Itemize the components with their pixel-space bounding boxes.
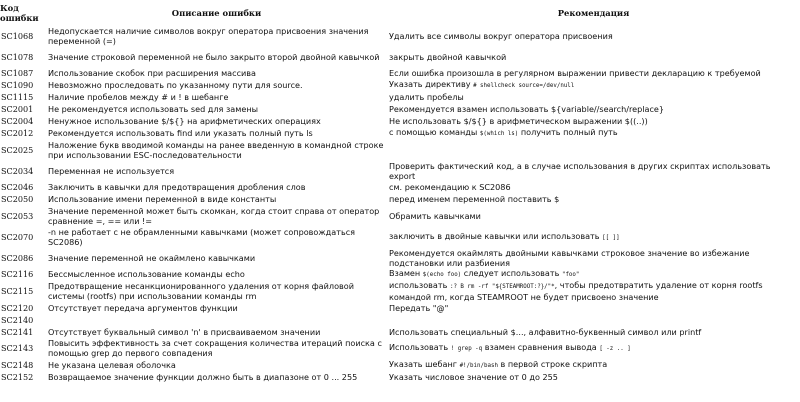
error-code-cell: SC2070 — [1, 231, 34, 242]
table-header-row — [0, 0, 800, 26]
recommendation-code-snippet: # shellcheck source=/dev/null — [473, 83, 575, 90]
recommendation-text: взамен сравнения вывода — [482, 342, 600, 353]
table-row — [0, 302, 800, 314]
error-description-cell: Недопускается наличие символов вокруг оператора присвоения значения переменной (=) — [48, 26, 369, 46]
error-code-cell: SC2034 — [1, 165, 34, 176]
recommendation-text: перед именем переменной поставить $ — [389, 194, 560, 205]
recommendation-cell — [387, 26, 800, 47]
error-description-cell — [46, 314, 387, 326]
recommendation-cell — [387, 47, 800, 68]
recommendation-text: получить полный путь — [518, 128, 618, 138]
table-row — [0, 314, 800, 326]
recommendation-text: закрыть двойной кавычкой — [389, 51, 507, 62]
error-description-cell: Повысить эффективность за счет сокращения количества итераций поиска с помощью grep до первого совпадения — [48, 338, 382, 358]
table-body — [0, 26, 800, 383]
error-description-cell: Ненужное использование $/${} на арифметических операциях — [48, 116, 321, 127]
error-description-cell: Значение переменной может быть скомкан, когда стоит справа от оператор сравнение =, == или != — [48, 206, 380, 226]
recommendation-text: Рекомендуется взамен использовать ${variable//search/replace} — [389, 104, 665, 115]
error-description-cell: Заключить в кавычки для предотвращения дробления слов — [48, 182, 306, 193]
error-description-cell: -n не работает с не обрамленными кавычками (может сопровождаться SC2086) — [48, 227, 356, 247]
recommendation-cell — [387, 182, 800, 194]
error-code-cell: SC2120 — [1, 302, 34, 313]
error-description-cell: Использование имени переменной в виде константы — [48, 194, 277, 205]
recommendation-text: Удалить все символы вокруг оператора присвоения — [389, 30, 613, 41]
header-recommendation: Рекомендация — [557, 8, 630, 18]
recommendation-text: удалить пробелы — [389, 92, 464, 103]
recommendation-text: Передать "@" — [389, 302, 449, 313]
header-code: Код ошибки — [0, 3, 39, 23]
recommendation-code-snippet: #!/bin/bash — [459, 362, 498, 369]
recommendation-cell — [387, 68, 800, 80]
error-code-cell: SC2143 — [1, 343, 34, 354]
table-row — [0, 326, 800, 338]
recommendation-cell — [387, 194, 800, 206]
error-code-cell: SC2025 — [1, 144, 34, 155]
error-code-cell: SC1087 — [1, 68, 34, 79]
table-row — [0, 281, 800, 302]
recommendation-code-snippet: $(echo foo) — [422, 272, 462, 279]
error-code-cell: SC2001 — [1, 104, 34, 115]
recommendation-text: Обрамить кавычками — [389, 210, 481, 221]
recommendation-code-snippet: "foo" — [561, 272, 580, 279]
error-description-cell: Наличие пробелов между # и ! в шебанге — [48, 92, 229, 103]
error-code-cell: SC2004 — [1, 116, 34, 127]
table-row — [0, 80, 800, 92]
error-description-cell: Бессмысленное использование команды echo — [48, 269, 245, 280]
recommendation-cell — [387, 371, 800, 383]
recommendation-text: см. рекомендацию к SC2086 — [389, 182, 511, 193]
error-code-cell: SC1090 — [1, 80, 34, 91]
table-row — [0, 92, 800, 104]
recommendation-cell — [387, 92, 800, 104]
recommendation-cell — [387, 128, 800, 140]
recommendation-cell — [387, 140, 800, 161]
error-code-cell: SC2148 — [1, 359, 34, 370]
error-code-cell: SC2152 — [1, 371, 34, 382]
error-description-cell: Отсутствует передача аргументов функции — [48, 302, 238, 313]
recommendation-cell — [387, 302, 800, 314]
header-description: Описание ошибки — [171, 8, 262, 18]
table-row — [0, 68, 800, 80]
recommendation-text: с помощью команды — [389, 128, 480, 138]
recommendation-cell — [387, 326, 800, 338]
recommendation-cell — [387, 206, 800, 227]
recommendation-text: , чтобы предотвратить удаление от корня rootfs командой rm, когда STEAMROOT не будет присвоено значение — [389, 281, 763, 302]
error-code-cell: SC2046 — [1, 182, 34, 193]
error-description-cell: Рекомендуется использовать find или указать полный путь ls — [48, 128, 313, 139]
recommendation-text: Если ошибка произошла в регулярном выражении привести декларацию к требуемой — [389, 68, 761, 79]
recommendation-cell — [387, 269, 800, 281]
error-description-cell: Предотвращение несанкционированного удаления от корня файловой системы (rootfs) при использовании команды rm — [48, 281, 354, 301]
recommendation-cell — [387, 116, 800, 128]
table-row — [0, 116, 800, 128]
table-row — [0, 26, 800, 47]
recommendation-cell — [387, 359, 800, 371]
error-code-cell: SC2116 — [1, 269, 34, 280]
recommendation-text: использовать — [389, 281, 450, 290]
error-description-cell: Переменная не используется — [48, 165, 175, 176]
error-code-cell: SC2115 — [1, 285, 34, 296]
table-row — [0, 248, 800, 269]
recommendation-text: в первой строке скрипта — [497, 359, 608, 369]
table-row — [0, 371, 800, 383]
recommendation-code-snippet: [ -z .. ] — [599, 346, 631, 353]
error-description-cell: Возвращаемое значение функции должно быть в диапазоне от 0 ... 255 — [48, 371, 358, 382]
error-code-cell: SC1078 — [1, 51, 34, 62]
recommendation-text: заключить в двойные кавычки или использовать — [389, 230, 603, 241]
error-code-cell: SC2050 — [1, 194, 34, 205]
table-row — [0, 161, 800, 182]
recommendation-text: Использовать — [389, 342, 451, 353]
error-description-cell: Невозможно проследовать по указанному пути для source. — [48, 80, 303, 91]
recommendation-code-snippet: ! grep -q — [450, 346, 483, 353]
recommendation-text: Проверить фактический код, а в случае использования в других скриптах использовать export — [389, 161, 771, 181]
recommendation-cell — [387, 227, 800, 248]
error-code-cell: SC1115 — [1, 92, 34, 103]
recommendation-text: Не использовать $/${} в арифметическом выражении $((..)) — [389, 116, 648, 127]
table-row — [0, 104, 800, 116]
recommendation-cell — [387, 281, 800, 302]
recommendation-cell — [387, 248, 800, 269]
error-code-cell: SC1068 — [1, 30, 34, 41]
error-code-cell: SC2140 — [1, 314, 34, 325]
recommendation-code-snippet: :? В rm -rf "${STEAMROOT:?}/"* — [449, 284, 555, 290]
error-code-cell: SC2012 — [1, 128, 34, 139]
recommendation-cell — [387, 80, 800, 92]
recommendation-code-snippet: $(which ls) — [479, 131, 519, 138]
error-description-cell: Не рекомендуется использовать sed для замены — [48, 104, 259, 115]
error-description-cell: Значение переменной не окаймлено кавычками — [48, 252, 256, 263]
error-description-cell: Наложение букв вводимой команды на ранее введенную в командной строке при использовании ESC-последовательности — [48, 140, 384, 160]
table-row — [0, 194, 800, 206]
recommendation-text: Использовать специальный $..., алфавитно-буквенный символ или printf — [389, 326, 702, 337]
table-row — [0, 359, 800, 371]
recommendation-cell — [387, 104, 800, 116]
recommendation-code-snippet: [[ ]] — [602, 234, 620, 241]
recommendation-text: Указать числовое значение от 0 до 255 — [389, 371, 558, 382]
table-row — [0, 128, 800, 140]
recommendation-text: следует использовать — [461, 269, 562, 279]
recommendation-cell — [387, 161, 800, 182]
recommendation-text: Указать директиву — [389, 80, 474, 90]
error-code-cell: SC2053 — [1, 210, 34, 221]
error-description-cell: Использование скобок при расширения массива — [48, 68, 257, 79]
error-description-cell: Значение строковой переменной не было закрыто второй двойной кавычкой — [48, 51, 380, 62]
table-row — [0, 140, 800, 161]
error-description-cell: Отсутствует буквальный символ 'n' в присваиваемом значении — [48, 326, 321, 337]
recommendation-text: Указать шебанг — [389, 359, 460, 369]
table-row — [0, 206, 800, 227]
recommendation-cell — [387, 314, 800, 326]
recommendation-text: Взамен — [389, 269, 423, 279]
table-row — [0, 47, 800, 68]
recommendation-cell — [387, 338, 800, 359]
table-row — [0, 269, 800, 281]
table-row — [0, 227, 800, 248]
table-row — [0, 338, 800, 359]
error-code-cell: SC2141 — [1, 326, 34, 337]
recommendation-text: Рекомендуется окаймлять двойными кавычками строковое значение во избежание подстановки или разбиения — [389, 248, 750, 268]
error-code-cell: SC2086 — [1, 252, 34, 263]
table-row — [0, 182, 800, 194]
error-description-cell: Не указана целевая оболочка — [48, 359, 176, 370]
